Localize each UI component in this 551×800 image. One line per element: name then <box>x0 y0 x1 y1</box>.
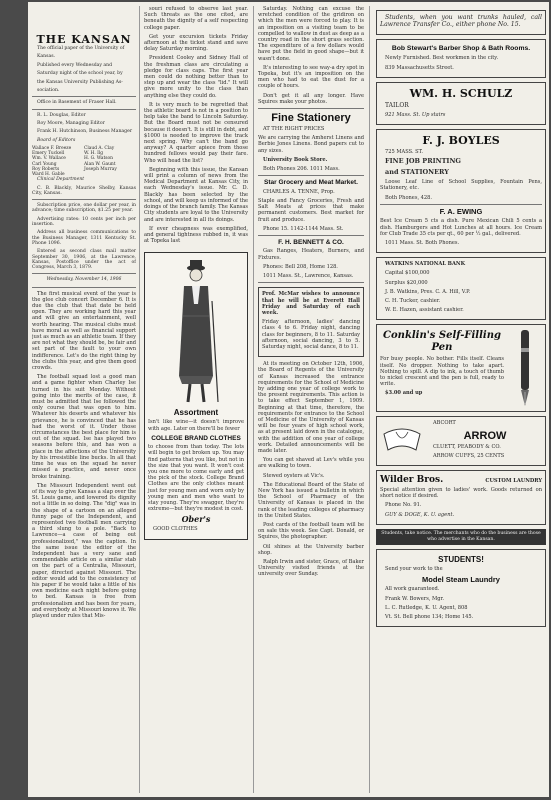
office-line: Office in Basement of Fraser Hall. <box>37 100 117 106</box>
intro-line: the Kansas University Publishing As- <box>37 79 123 85</box>
editor-name: Carl Young <box>32 161 57 167</box>
divider <box>258 175 364 176</box>
wilder-agent: GUY & DOGE, K. U. agent. <box>385 511 455 518</box>
column-4 <box>376 6 546 631</box>
editor-name: Wm. V. Wallace <box>32 156 66 162</box>
divider <box>258 235 364 236</box>
arrow-sub: ABCORT <box>433 420 456 427</box>
ewing-body: Best Ice Cream 5 cts a dish. Pure Mexican Chili 5 cents a dish. Hamburgers and Hot Lunches at all hours. Ice Cream for Club Trade 35 cts per qt., 60 per ½ gal., delivered. <box>380 218 542 237</box>
editor-list <box>32 146 136 177</box>
wilder-title: Wilder Bros. <box>380 474 444 485</box>
notice-band: Students, take notice. The merchants who do the business are those who advertise in the Kansan. <box>376 529 546 545</box>
collar-icon <box>380 424 424 458</box>
ad-body: to choose from than today. The lots will begin to get broken up. You may find patterns that you like, but not in the size that you want. It won't cost you one more to come early and get the pick of the stock. College Brand Clothes are the only clothes meant just for young men and worn only by young men and men who want to stay young. They're swagger, they're extreme—but they're modest in cost. <box>148 444 244 513</box>
tailor-ad <box>376 82 546 125</box>
intro-line: sociation. <box>37 88 60 94</box>
bennett-title: F. H. BENNETT & CO. <box>278 238 344 246</box>
conklin-title: Conklin's Self-Filling Pen <box>383 330 501 354</box>
tailor-address: 921 Mass. St. Up stairs <box>385 111 446 118</box>
editor-name: Emery Tuckell <box>32 151 65 157</box>
laundry-manager: Frank W. Bowers, Mgr. <box>385 595 445 602</box>
article-paragraph: It is very much to be regretted that the athletic board is not in a position to help take the band to Lincoln Saturday. But the Board must not be censured because it doesn't. It is still in debt, and $1000 is needed to improve the track next spring. Why can't the band go anyway? A quarter apiece from those hundred fellows would pay their fare. Who will head the list? <box>144 101 248 164</box>
subscription-text: Subscription price, one dollar per year, in advance; time subscription, $1.25 per year. <box>32 203 136 214</box>
editor-name: H. G. Watson <box>84 156 113 162</box>
stationery-ad <box>258 112 364 172</box>
divider <box>258 282 364 283</box>
laundry-title: Model Steam Laundry <box>422 575 500 585</box>
staff-editor: R. L. Douglas, Editor <box>37 112 86 118</box>
arrow-title: ARROW <box>463 429 507 442</box>
bank-officers: C. H. Tucker, cashier. <box>385 297 441 304</box>
grocery-body: Staple and Fancy Groceries, Fresh and Salt Meats at prices that make permanent customers. Best market for fruit and produce. <box>258 197 364 223</box>
dancing-ad <box>258 287 364 357</box>
fountain-pen-icon <box>508 328 542 408</box>
bennett-address: 1011 Mass. St., Lawrence, Kansas. <box>263 273 354 280</box>
printing-line2: and STATIONERY <box>385 167 449 176</box>
grocery-owner: CHARLES A. TENNE, Prop. <box>263 188 335 195</box>
entered-text: Entered as second class mail matter September 30, 1906, at the Lawrence, Kansas, Postoffice under the act of Congress, March 3, 1879. <box>32 249 136 271</box>
divider <box>32 273 136 274</box>
grocery-title: Star Grocery and Meat Market. <box>264 179 358 187</box>
editor-name: W. H. Ilg <box>84 151 104 157</box>
model-laundry-ad <box>376 549 546 627</box>
article-paragraph: Oil shines at the University barber shop. <box>258 543 364 556</box>
board-head: Board of Editors <box>37 137 76 143</box>
article-paragraph: If ever cheapness was exemplified, and general tightness rubbed in, it was at Topeka last <box>144 225 248 245</box>
article-paragraph: It's interesting to see way-a dry spot in Topeka, but it's an imposition on the men who had to eat the dust for a couple of hours. <box>258 64 364 90</box>
advertising-text: Advertising rates: 10 cents per inch per insertion. <box>32 216 136 228</box>
ad-logo: Ober's <box>181 514 211 525</box>
conklin-price: $3.00 and up <box>385 390 423 397</box>
editor-name: Alan W. Gaunt <box>84 161 116 167</box>
intro-line: The official paper of the University of <box>37 46 125 51</box>
address-text: Address all business communications to the Business Manager, 1311 Kentucky St. Phone 1096. <box>32 230 136 246</box>
bennett-phones: Phones: Bell 208, Home 128. <box>263 263 338 270</box>
article-paragraph: Saturday. Nothing can excuse the wretched condition of the gridiron on which the men were forced to play. It is an imposition on a visiting team to be compelled to wallow in dust as deep as a country road in the short grass section. The expenditure of a few dollars would have put the field in good shape—but it wasn't done. <box>258 6 364 62</box>
bennett-ad <box>258 239 364 279</box>
ewing-title: F. A. EWING <box>439 206 483 216</box>
divider <box>32 96 136 97</box>
article-paragraph: The Educational Board of the State of New York has issued a bulletin in which the School of Pharmacy of the University of Kansas is placed in the rank of the leading colleges of pharmacy in the United States. <box>258 481 364 519</box>
divider <box>258 108 364 109</box>
ewing-address: 1011 Mass. St. Both Phones. <box>385 239 460 246</box>
intro-line: Saturday night of the school year, by <box>37 71 123 77</box>
article-paragraph: President Cooley and Sidney Hall of the freshman class are circulating a pledge for class caps. The first year men could do nothing better than to step up and wear the class "lid." It will give more unity to the class than anything else they could do. <box>144 55 248 99</box>
printing-address: 725 MASS. ST. <box>385 149 423 156</box>
laundry-phones: Vt. St. Bell phone 134; Home 145. <box>385 614 474 620</box>
stationery-phones: Both Phones 206. 1011 Mass. <box>263 166 340 173</box>
article-paragraph: Beginning with this issue, the Kansan will print a column of news from the Medical Department at Kansas City, in each Wednesday's issue. Mr. C. D. Blackly has been selected by the school, and will keep us informed of the doings of the branch family. The Kansas City students are loyal to the University and are interested in all its doings. <box>144 166 248 223</box>
conklin-pen-ad <box>376 324 546 412</box>
arrow-maker: CLUETT, PEABODY & CO. <box>433 443 501 450</box>
article-paragraph: The Missouri Independent went out of its way to give Kansas a slap over the St. Louis game, and lowered its dignity not a little in so doing. The "dig" was in the shape of a cartoon on an alleged funny page of the Independent, and represented two football men carrying a third slung to a pole. "Back to Lawrence—a case of being out professionalized," was the caption. In the same issue the editor of the Independent has a very sane and commendable article on a similar stab on the part of a Centralia, Missouri, paper, directed against Missouri. The editor would add to the consistency of his paper if he would take a little of his own medicine each night before going to bed. Kansas is free from professionalism and has been for years, and everybody at Missouri knows it. We played under rules that Mis- <box>32 482 136 619</box>
masthead: THE KANSAN <box>36 33 132 46</box>
arrow-note: ARROW CUFFS, 25 CENTS <box>433 452 505 459</box>
printing-line1: FINE JOB PRINTING <box>385 157 461 166</box>
divider <box>32 199 136 200</box>
gentleman-illustration-icon <box>166 256 226 406</box>
students-sub: Send your work to the <box>385 566 443 573</box>
transfer-text: Students, when you want trunks hauled, call Lawrence Transfer Co., either phone No. 15. <box>380 14 542 29</box>
editor-name: Ward H. Gable <box>32 172 65 178</box>
stationery-body: We are carrying the Amherst Linens and Berbie Jones Linens. Bond papers cut to any sizes. <box>258 135 364 154</box>
column-rule <box>369 6 370 793</box>
article-paragraph: Get your excursion tickets Friday afternoon at the ticket stand and save delay Saturday morning. <box>144 33 248 53</box>
staff-managing: Roy Moore, Managing Editor <box>37 121 105 127</box>
ad-title: Assortment <box>173 408 219 418</box>
editor-name: Wallace F. Breeze <box>32 146 72 152</box>
dancing-body: Friday afternoon, ladies' dancing class 4 to 6. Friday night, dancing class for beginners, 8 to 11. Saturday afternoon, social dancing, 3 to 5. Saturday night, social dance, 8 to 11. <box>262 319 360 350</box>
stationery-sub: AT THE RIGHT PRICES <box>263 126 325 133</box>
clinical-head: Clinical Department <box>37 177 85 183</box>
laundry-body: All work guaranteed. <box>385 586 440 593</box>
column-2 <box>144 6 248 544</box>
barber-body: Newly Furnished. Best workmen in the city. <box>385 55 499 62</box>
intro-line: Published every Wednesday and <box>37 62 113 68</box>
wilder-sub: CUSTOM LAUNDRY <box>485 477 542 484</box>
bennett-body: Gas Ranges, Heaters, Burners, and Fixtures. <box>258 248 364 261</box>
clothing-ad <box>144 252 248 539</box>
barber-ad <box>376 39 546 77</box>
printing-body: Loose Leaf Line of School Supplies, Fountain Pens, Stationery, etc. <box>380 179 542 192</box>
printing-title: F. J. BOYLES <box>422 134 500 148</box>
intro-line: Kansas. <box>37 54 56 60</box>
bank-officers: J. B. Watkins, Pres. C. A. Hill, V.P. <box>385 288 471 295</box>
stationery-title: Fine Stationery <box>271 112 351 125</box>
column-3 <box>258 6 364 581</box>
wilder-phone: Phone No. 91. <box>385 502 422 509</box>
laundry-agent: L. C. Rutledge, K. U. Agent, 808 <box>385 604 468 611</box>
tailor-title: WM. H. SCHULZ <box>409 86 513 100</box>
printing-ad <box>376 129 546 253</box>
barber-title: Bob Stewart's Barber Shop & Bath Rooms. <box>391 45 531 53</box>
ad-brand: COLLEGE BRAND CLOTHES <box>151 434 241 442</box>
article-paragraph: The football squad lost a good man and a game fighter when Charley Ise turned in his suit Monday. Without going into the merits of the case, it must be admitted that Ise followed the only course that was open to him. Whatever his deserts and whatever his grievance, he is convinced that he has had the worst of it. Under those circumstances the best place for him is out of the squad. Ise has played two seasons before this, and has won a place in the affections of the University by his irresistible line bucks. In all that time he was on the squad he never missed a practice, and never once broke training. <box>32 374 136 480</box>
column-rule <box>139 6 140 793</box>
article-paragraph: The first musical event of the year is the glee club concert December 6. It is due the club that that date be held open. They are working hard this year and will give an entertainment, well worth hearing. The musical clubs must have moral as well as financial support just as much as an athletic team. If they are not what they should be, be fair and set part of the fault to your own indifference. Let's do the right thing by the clubs this year, and give them good crowds. <box>32 290 136 372</box>
bank-capital: Capital $100,000 <box>385 270 430 277</box>
article-paragraph: souri refused to observe last year. Such threats as the one cited, are beneath the dignity of a self respecting college paper. <box>144 6 248 31</box>
staff-business: Frank H. Hutchinson, Business Manager <box>37 129 133 135</box>
article-paragraph: Stewed oysters at Vic's. <box>263 472 325 479</box>
editor-name: Joseph Murray <box>84 166 117 172</box>
newspaper-page <box>28 2 549 797</box>
bank-surplus: Surplus $20,000 <box>385 279 428 286</box>
column-rule <box>253 6 254 793</box>
article-paragraph: At its meeting on October 12th, 1906, the Board of Regents of the University of Kansas increased the entrance requirements for the School of Medicine by adding one year of college work to the present requirements. This action is to take effect September 1, 1909. Beginning at that time, therefore, the requirements for entrance to the School of Medicine of the University of Kansas will be four years of high school work, as at present laid down in the catalogue, with the addition of one year of college work. Detailed announcements will be made later. <box>258 361 364 454</box>
transfer-ad <box>376 10 546 35</box>
article-paragraph: You can get shaved at Lev's while you are walking to town. <box>258 457 364 470</box>
bank-title: WATKINS NATIONAL BANK <box>385 261 466 268</box>
laundry-ad <box>376 470 546 525</box>
ad-sub: Isn't like wine—it doesn't improve with age. Later on there'll be fewer <box>148 419 244 432</box>
bank-officers: W. E. Hazen, assistant cashier. <box>385 307 464 314</box>
article-paragraph: Ralph Irwin and sister, Grace, of Baker University visited friends at the university over Sunday. <box>258 559 364 578</box>
grocery-phone: Phone 15. 1142-1144 Mass. St. <box>263 225 344 232</box>
printing-phones: Both Phones, 428. <box>385 194 433 201</box>
editor-name <box>84 172 136 177</box>
divider <box>32 287 136 288</box>
divider <box>32 109 136 110</box>
barber-address: 839 Massachusetts Street. <box>385 64 454 71</box>
bank-ad <box>376 257 546 320</box>
dancing-title: Prof. McMar wishes to announce that he will be at Everett Hall Friday and Saturday of each week. <box>262 291 360 316</box>
stationery-store: University Book Store. <box>263 156 328 163</box>
article-paragraph: Don't get it all any longer. Have Squires make your photos. <box>258 92 364 105</box>
conklin-body: For busy people. No bother. Fills itself. Cleans itself. No dropper. Nothing to take apart. Nothing to spill. A dip to ink, a touch of thumb to nickel crescent and the pen is full, ready to write. <box>380 356 504 388</box>
dateline: Wednesday, November 14, 1906 <box>46 277 122 283</box>
clinical-names: C. B. Blackly, Maurice Shelby, Kansas City, Kansas. <box>32 185 136 196</box>
column-1 <box>32 6 136 622</box>
editor-name: Roy Roberts <box>32 166 60 172</box>
article-paragraph: Post cards of the football team will be on sale this week. See Capt. Donald, or Squires, the photographer. <box>258 522 364 541</box>
grocery-ad <box>258 179 364 232</box>
wilder-body: Special attention given to ladies' work. Goods returned on short notice if desired. <box>380 486 542 500</box>
editor-name: Claud A. Clay <box>84 146 115 152</box>
tailor-sub: TAILOR <box>385 101 409 109</box>
students-title: STUDENTS! <box>438 555 484 565</box>
divider <box>380 204 542 205</box>
arrow-collar-ad <box>376 416 546 466</box>
ad-footer: GOOD CLOTHES <box>153 526 198 533</box>
